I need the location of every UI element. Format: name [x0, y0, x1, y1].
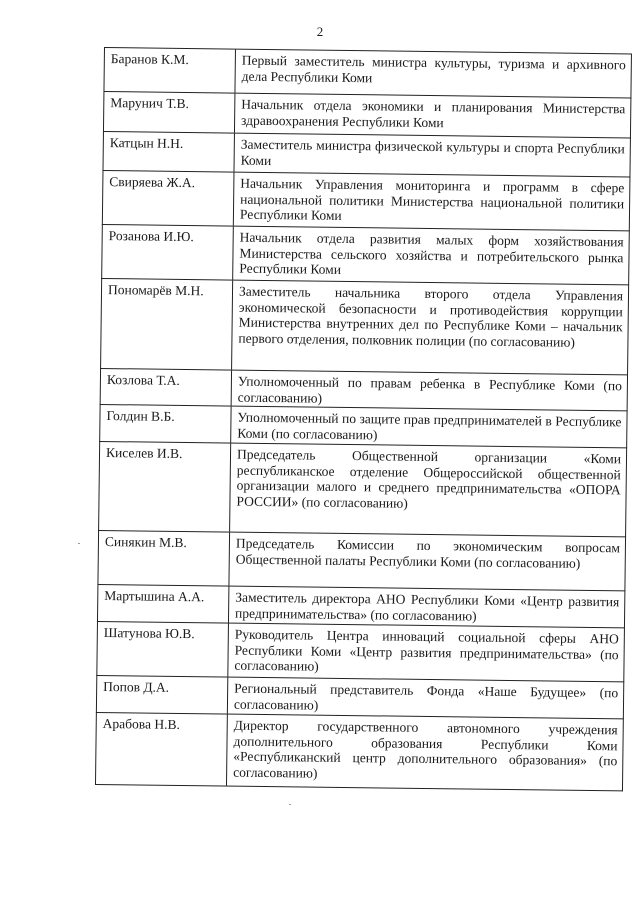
table-row: [101, 225, 630, 285]
member-position: Начальник отдела развития малых форм хозяйствования Министерства сельского хозяйства и потребительского рынка Республики Коми: [239, 229, 624, 277]
member-position: Первый заместитель министра культуры, туризма и архивного дела Республики Коми: [241, 52, 626, 85]
member-name: Катцын Н.Н.: [103, 132, 234, 172]
member-name: Мартышина А.А.: [98, 585, 229, 623]
member-name: Арабова Н.В.: [96, 713, 228, 786]
member-position: Заместитель начальника второго отдела Управления экономической безопасности и противодействия коррупции Министерства внутренних дел по Республике Коми – начальник первого отделения, полковник полиции (по согласованию): [238, 283, 624, 350]
member-position: Заместитель директора АНО Республики Коми «Центр развития предпринимательства» (по согласованию): [235, 589, 620, 624]
member-position: Уполномоченный по правам ребенка в Республике Коми (по согласованию): [237, 373, 622, 406]
member-position: Руководитель Центра инноваций социальной сферы АНО Республики Коми «Центр развития предпринимательства» (по согласованию): [234, 626, 619, 674]
member-position: Председатель Комиссии по экономическим вопросам Общественной палаты Республики Коми (по согласованию): [235, 535, 621, 571]
table-row: [99, 405, 627, 448]
member-name: Марунич Т.В.: [104, 92, 235, 133]
table-row: [103, 48, 631, 98]
member-name: Шатунова Ю.В.: [97, 622, 229, 677]
member-name: Голдин В.Б.: [100, 405, 231, 443]
table-row: [103, 92, 631, 138]
members-table: [95, 47, 632, 791]
member-name: Розанова И.Ю.: [102, 225, 234, 280]
member-name: Попов Д.А.: [97, 676, 228, 714]
member-position: Заместитель министра физической культуры и спорта Республики Коми: [240, 136, 625, 168]
table-row: [98, 442, 627, 537]
member-name: Пономарёв М.Н.: [101, 279, 233, 370]
table-row: [102, 132, 630, 177]
member-position: Начальник отдела экономики и планирования Министерства здравоохранения Республики Коми: [241, 96, 626, 130]
member-position: Директор государственного автономного учреждения дополнительного образования Республики Коми «Республиканский центр дополнительного образования» (по согласованию): [233, 717, 618, 781]
table-row: [97, 585, 625, 628]
member-name: Киселев И.В.: [99, 442, 231, 532]
member-name: Баранов К.М.: [104, 48, 236, 93]
member-position: Председатель Общественной организации «Коми республиканское отделение Общероссийской общественной организации малого и среднего предпринимательства «ОПОРА РОССИИ» (по согласованию): [236, 446, 622, 511]
member-position: Уполномоченный по защите прав предпринимателей в Республике Коми (по согласованию): [237, 409, 622, 442]
scan-speck: [289, 804, 291, 805]
member-position: Начальник Управления мониторинга и программ в сфере национальной политики Министерства национальной политики Республики Коми: [239, 175, 625, 223]
table-row: [95, 713, 624, 791]
member-position: Региональный представитель Фонда «Наше Будущее» (по согласованию): [233, 680, 619, 713]
table-row: [97, 531, 626, 591]
member-name: Синякин М.В.: [98, 531, 230, 586]
scan-speck: [78, 543, 80, 544]
table-row: [96, 622, 625, 682]
table-row: [100, 279, 629, 375]
member-name: Козлова Т.А.: [101, 369, 232, 406]
table-row: [102, 171, 631, 231]
member-name: Свиряева Ж.А.: [103, 171, 235, 226]
table-row: [96, 676, 624, 719]
page-number: 2: [316, 24, 324, 39]
